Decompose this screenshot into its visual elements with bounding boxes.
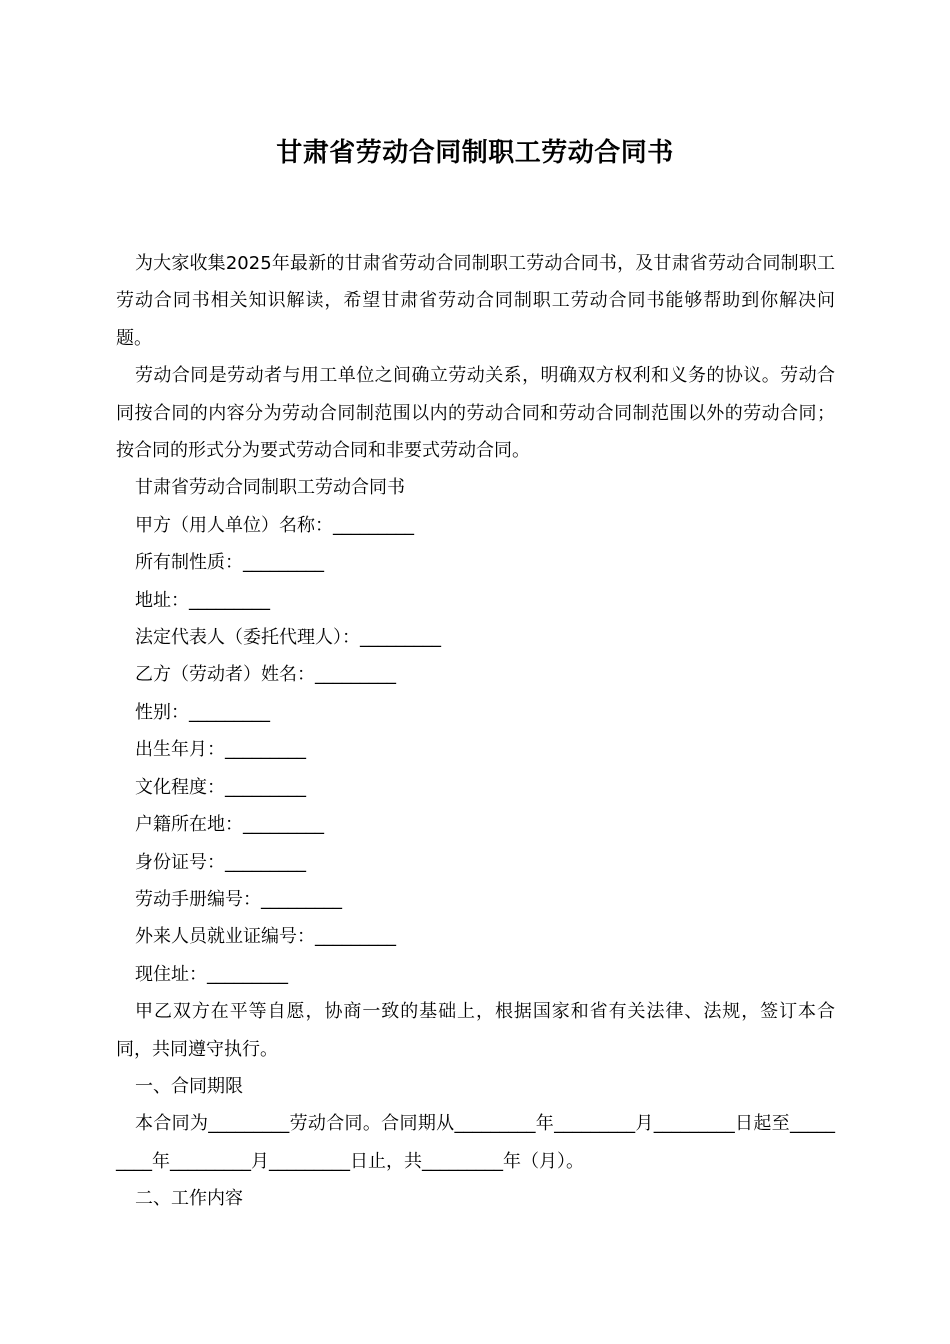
education-field: 文化程度：_________ (135, 776, 306, 798)
agreement-paragraph: 甲乙双方在平等自愿，协商一致的基础上，根据国家和省有关法律、法规，签订本合同，共同遵守执行。 (116, 1001, 835, 1060)
definition-paragraph: 劳动合同是劳动者与用工单位之间确立劳动关系，明确双方权利和义务的协议。劳动合同按合同的内容分为劳动合同制范围以内的劳动合同和劳动合同制范围以外的劳动合同；按合同的形式分为要式劳动合同和非要式劳动合同。 (116, 365, 835, 462)
household-registration-field: 户籍所在地：_________ (135, 814, 324, 836)
party-a-name-field: 甲方（用人单位）名称：_________ (135, 514, 414, 536)
legal-representative-field: 法定代表人（委托代理人）：_________ (135, 627, 441, 649)
current-address-field: 现住址：_________ (135, 963, 288, 985)
section-heading-work-content: 二、工作内容 (135, 1188, 243, 1210)
ownership-nature-field: 所有制性质：_________ (135, 552, 324, 574)
contract-term-paragraph: 本合同为_________劳动合同。合同期从_________年_________月_________日起至_________年_________月_________日止，共_________年（月）。 (116, 1113, 835, 1172)
id-number-field: 身份证号：_________ (135, 851, 306, 873)
document-body (116, 245, 835, 1218)
contract-subtitle: 甘肃省劳动合同制职工劳动合同书 (135, 477, 405, 499)
intro-paragraph: 为大家收集2025年最新的甘肃省劳动合同制职工劳动合同书，及甘肃省劳动合同制职工劳动合同书相关知识解读，希望甘肃省劳动合同制职工劳动合同书能够帮助到你解决问题。 (116, 253, 835, 349)
employment-certificate-number-field: 外来人员就业证编号：_________ (135, 926, 396, 948)
gender-field: 性别：_________ (135, 701, 270, 723)
address-field: 地址：_________ (135, 589, 270, 611)
document-title: 甘肃省劳动合同制职工劳动合同书 (276, 138, 674, 168)
labor-handbook-number-field: 劳动手册编号：_________ (135, 888, 342, 910)
party-b-name-field: 乙方（劳动者）姓名：_________ (135, 664, 396, 686)
birth-date-field: 出生年月：_________ (135, 739, 306, 761)
section-heading-contract-term: 一、合同期限 (135, 1075, 243, 1097)
